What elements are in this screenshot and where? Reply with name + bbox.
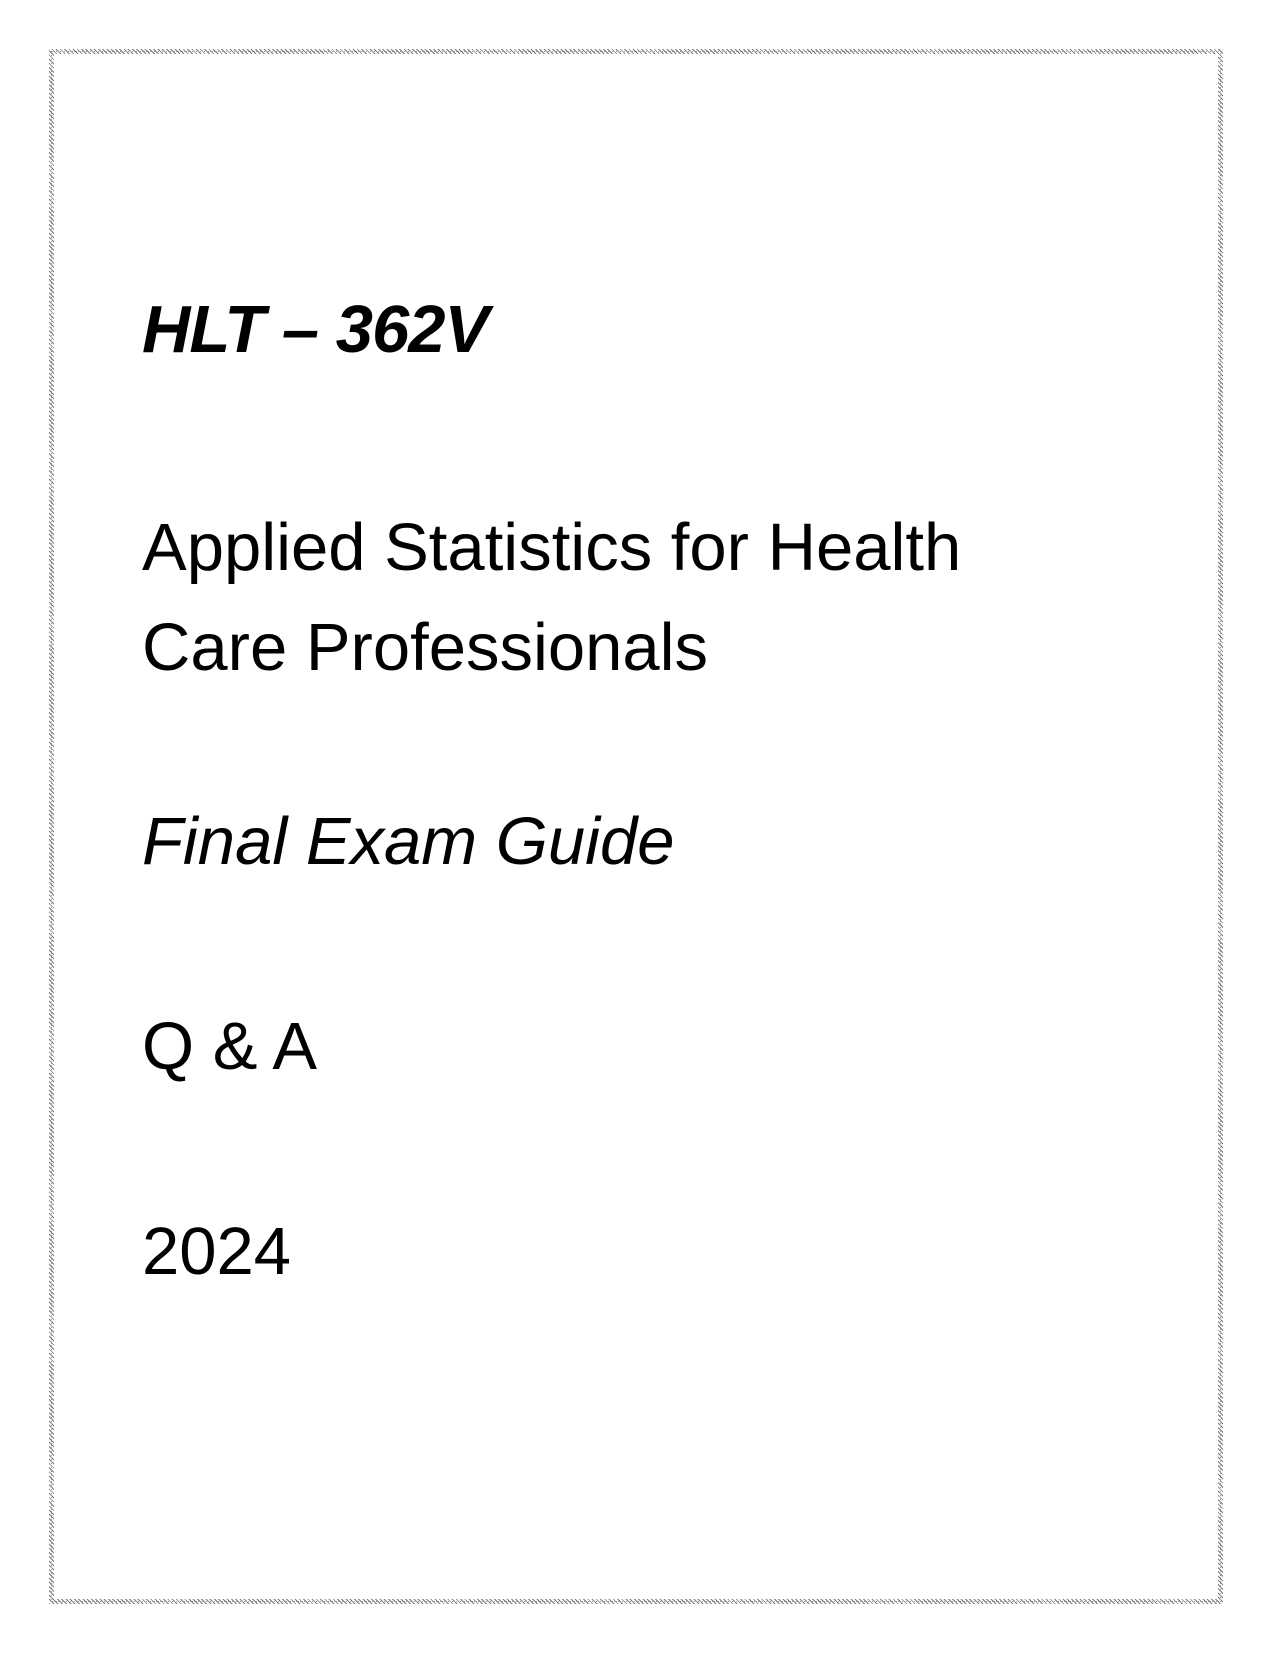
course-title: Applied Statistics for Health Care Professionals	[142, 510, 962, 685]
course-code: HLT – 362V	[142, 292, 489, 367]
guide-title: Final Exam Guide	[142, 804, 675, 879]
year-label: 2024	[142, 1214, 292, 1289]
format-label: Q & A	[142, 1009, 318, 1084]
